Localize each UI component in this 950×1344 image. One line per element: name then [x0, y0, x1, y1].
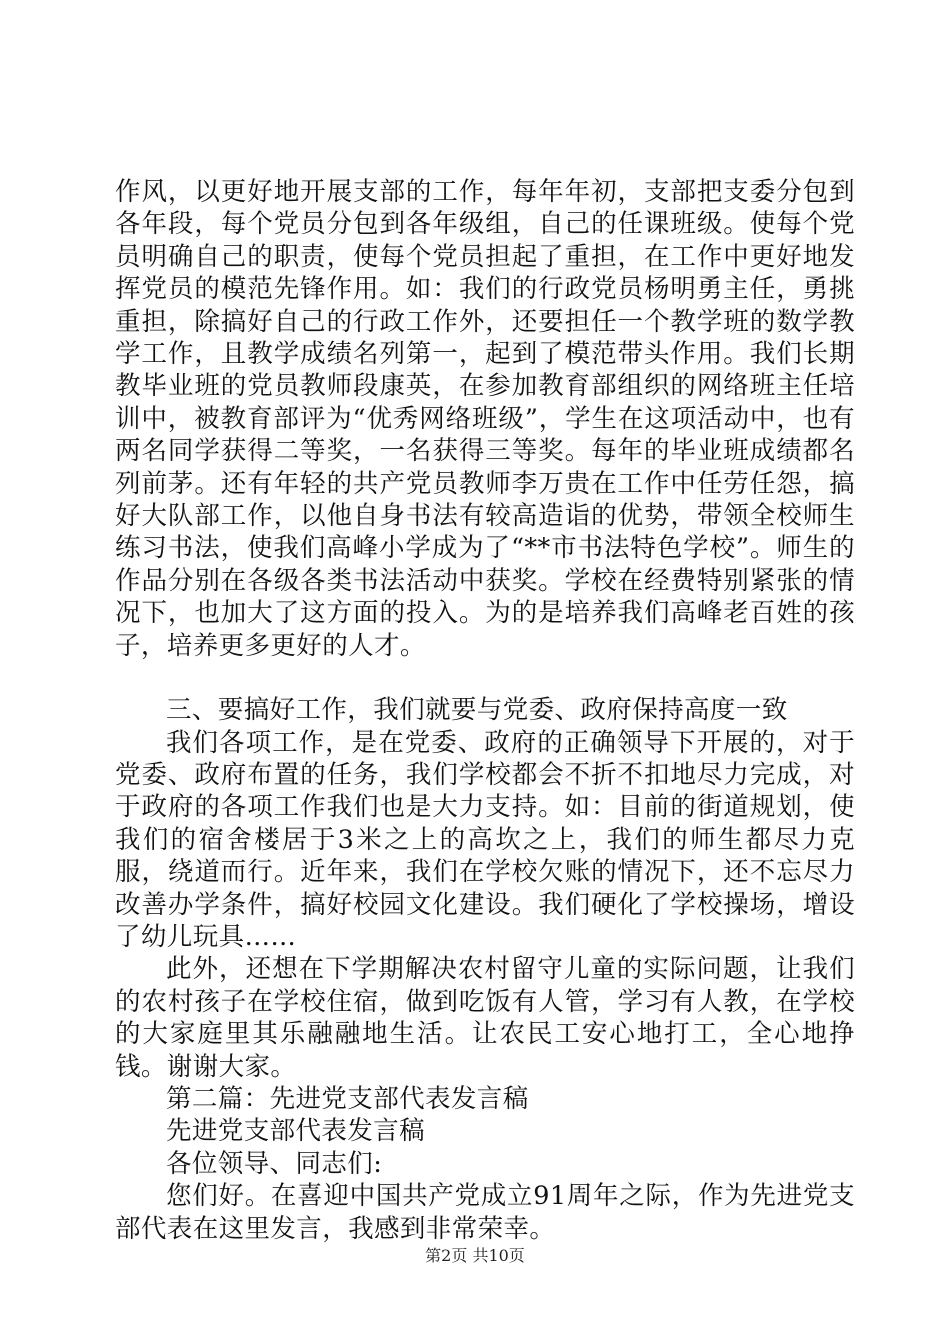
paragraph-continued: 作风，以更好地开展支部的工作，每年年初，支部把支委分包到各年段，每个党员分包到各年级组，自己的任课班级。使每个党员明确自己的职责，使每个党员担起了重担，在工作中更好地发挥党员的模范先锋作用。如：我们的行政党员杨明勇主任，勇挑重担，除搞好自己的行政工作外，还要担任一个教学班的数学教学工作，且教学成绩名列第一，起到了模范带头作用。我们长期教毕业班的党员教师段康英，在参加教育部组织的网络班主任培训中，被教育部评为“优秀网络班级”，学生在这项活动中，也有两名同学获得二等奖，一名获得三等奖。每年的毕业班成绩都名列前茅。还有年轻的共产党员教师李万贵在工作中任劳任怨，搞好大队部工作，以他自身书法有较高造诣的优势，带领全校师生练习书法，使我们高峰小学成为了“**市书法特色学校”。师生的作品分别在各级各类书法活动中获奖。学校在经费特别紧张的情况下，也加大了这方面的投入。为的是培养我们高峰老百姓的孩子，培养更多更好的人才。 [115, 177, 855, 661]
part-heading: 第二篇：先进党支部代表发言稿 [166, 1083, 529, 1114]
salutation: 各位领导、同志们: [166, 1148, 383, 1179]
document-body [115, 176, 855, 1245]
paragraph: 我们各项工作，是在党委、政府的正确领导下开展的，对于党委、政府布置的任务，我们学校都会不折不扣地尽力完成，对于政府的各项工作我们也是大力支持。如：目前的街道规划，使我们的宿舍楼居于3米之上的高坎之上，我们的师生都尽力克服，绕道而行。近年来，我们在学校欠账的情况下，还不忘尽力改善办学条件，搞好校园文化建设。我们硬化了学校操场，增设了幼儿玩具…… [115, 727, 855, 952]
paragraph-spacer [115, 662, 855, 694]
speech-title: 先进党支部代表发言稿 [166, 1116, 426, 1147]
paragraph: 您们好。在喜迎中国共产党成立91周年之际，作为先进党支部代表在这里发言，我感到非常荣幸。 [115, 1181, 855, 1244]
paragraph: 此外，还想在下学期解决农村留守儿童的实际问题，让我们的农村孩子在学校住宿，做到吃饭有人管，学习有人教，在学校的大家庭里其乐融融地生活。让农民工安心地打工，全心地挣钱。谢谢大家。 [115, 954, 855, 1082]
page-number: 第2页 共10页 [425, 1246, 525, 1265]
section-heading: 三、要搞好工作，我们就要与党委、政府保持高度一致 [166, 695, 788, 726]
